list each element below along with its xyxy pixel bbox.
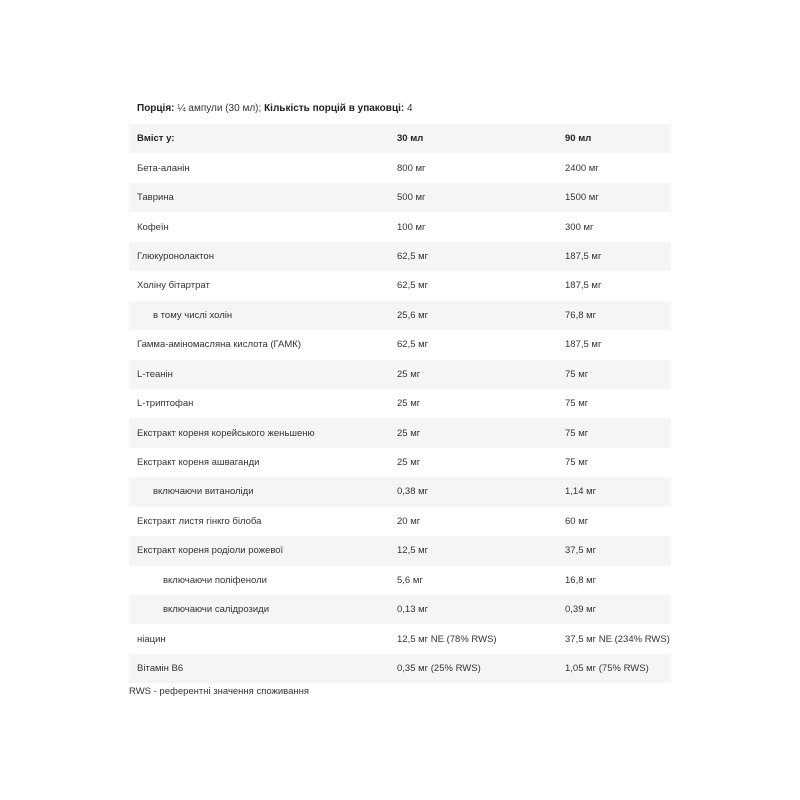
amount-30ml: 0,35 мг (25% RWS): [389, 654, 557, 683]
table-row: [129, 183, 671, 212]
amount-30ml: 62,5 мг: [389, 242, 557, 271]
ingredient-name: Глюкуронолактон: [129, 242, 389, 271]
ingredient-name: L-теанін: [129, 360, 389, 389]
amount-90ml: 1,14 мг: [557, 477, 671, 506]
table-row: [129, 330, 671, 359]
servings-count-label: Кількість порцій в упаковці:: [264, 103, 405, 114]
table-row: [129, 271, 671, 300]
amount-90ml: 60 мг: [565, 515, 589, 527]
ingredient-name: Кофеїн: [137, 221, 169, 233]
amount-30ml: 25,6 мг: [389, 301, 557, 330]
amount-30ml: 25 мг: [397, 398, 421, 410]
amount-90ml: 2400 мг: [565, 162, 599, 174]
table-row: [129, 536, 671, 565]
amount-30ml: 0,13 мг: [389, 595, 557, 624]
header-ingredient: Вміст у:: [129, 124, 389, 153]
table-row: [129, 242, 671, 271]
amount-90ml: 75 мг: [557, 418, 671, 447]
amount-90ml: 0,39 мг: [557, 595, 671, 624]
table-header-row: [129, 124, 671, 153]
amount-30ml: 0,38 мг: [389, 477, 557, 506]
ingredient-name: Екстракт кореня ашваганди: [137, 457, 260, 469]
table-row: [129, 360, 671, 389]
amount-30ml: 20 мг: [397, 515, 421, 527]
ingredient-name: Бета-аланін: [137, 162, 190, 174]
table-row: [129, 389, 671, 418]
ingredient-name: Вітамін В6: [129, 654, 389, 683]
ingredient-name: включаючи салідрозиди: [129, 595, 389, 624]
ingredient-name: ніацин: [137, 633, 166, 645]
amount-90ml: 75 мг: [565, 398, 589, 410]
amount-30ml: 100 мг: [397, 221, 426, 233]
table-row: [129, 418, 671, 447]
ingredient-name: Екстракт кореня корейського женьшеню: [129, 418, 389, 447]
amount-90ml: 76,8 мг: [557, 301, 671, 330]
table-row: [129, 301, 671, 330]
amount-90ml: 187,5 мг: [565, 280, 602, 292]
ingredient-name: Холіну бітартрат: [137, 280, 210, 292]
amount-30ml: 500 мг: [389, 183, 557, 212]
amount-90ml: 37,5 мг: [557, 536, 671, 565]
amount-90ml: 187,5 мг: [557, 242, 671, 271]
table-row: [129, 624, 671, 653]
amount-30ml: 25 мг: [389, 360, 557, 389]
header-90ml: 90 мл: [557, 124, 671, 153]
table-row: [129, 595, 671, 624]
amount-30ml: 800 мг: [397, 162, 426, 174]
amount-90ml: 16,8 мг: [565, 574, 597, 586]
ingredient-name: Екстракт листя гінкго білоба: [137, 515, 262, 527]
serving-value: ¼ ампули (30 мл);: [174, 103, 265, 114]
amount-30ml: 12,5 мг NE (78% RWS): [397, 633, 497, 645]
amount-90ml: 300 мг: [565, 221, 594, 233]
ingredient-name: Таврина: [129, 183, 389, 212]
amount-30ml: 25 мг: [389, 418, 557, 447]
ingredient-name: включаючи витаноліди: [129, 477, 389, 506]
ingredient-name: включаючи поліфеноли: [163, 574, 267, 586]
amount-30ml: 25 мг: [397, 457, 421, 469]
ingredient-name: в тому числі холін: [129, 301, 389, 330]
table-row: [129, 507, 671, 536]
amount-30ml: 62,5 мг: [397, 280, 429, 292]
serving-label: Порція:: [137, 103, 175, 114]
amount-90ml: 37,5 мг NE (234% RWS): [565, 633, 670, 645]
amount-90ml: 1500 мг: [557, 183, 671, 212]
table-row: [129, 654, 671, 683]
servings-count-value: 4: [404, 103, 413, 114]
nutrition-table: [129, 124, 671, 683]
amount-30ml: 62,5 мг: [397, 339, 429, 351]
ingredient-name: L-триптофан: [137, 398, 194, 410]
amount-90ml: 75 мг: [565, 457, 589, 469]
amount-90ml: 75 мг: [557, 360, 671, 389]
amount-90ml: 1,05 мг (75% RWS): [557, 654, 671, 683]
table-row: [129, 153, 671, 182]
table-row: [129, 212, 671, 241]
table-row: [129, 448, 671, 477]
amount-30ml: 12,5 мг: [389, 536, 557, 565]
table-row: [129, 477, 671, 506]
serving-info: [137, 103, 413, 114]
header-30ml: 30 мл: [389, 124, 557, 153]
ingredient-name: Екстракт кореня родіоли рожевої: [129, 536, 389, 565]
ingredient-name: Гамма-аміномасляна кислота (ГАМК): [137, 339, 302, 351]
table-row: [129, 566, 671, 595]
amount-90ml: 187,5 мг: [565, 339, 602, 351]
footnote: RWS - референтні значення споживання: [129, 686, 310, 697]
amount-30ml: 5,6 мг: [397, 574, 423, 586]
